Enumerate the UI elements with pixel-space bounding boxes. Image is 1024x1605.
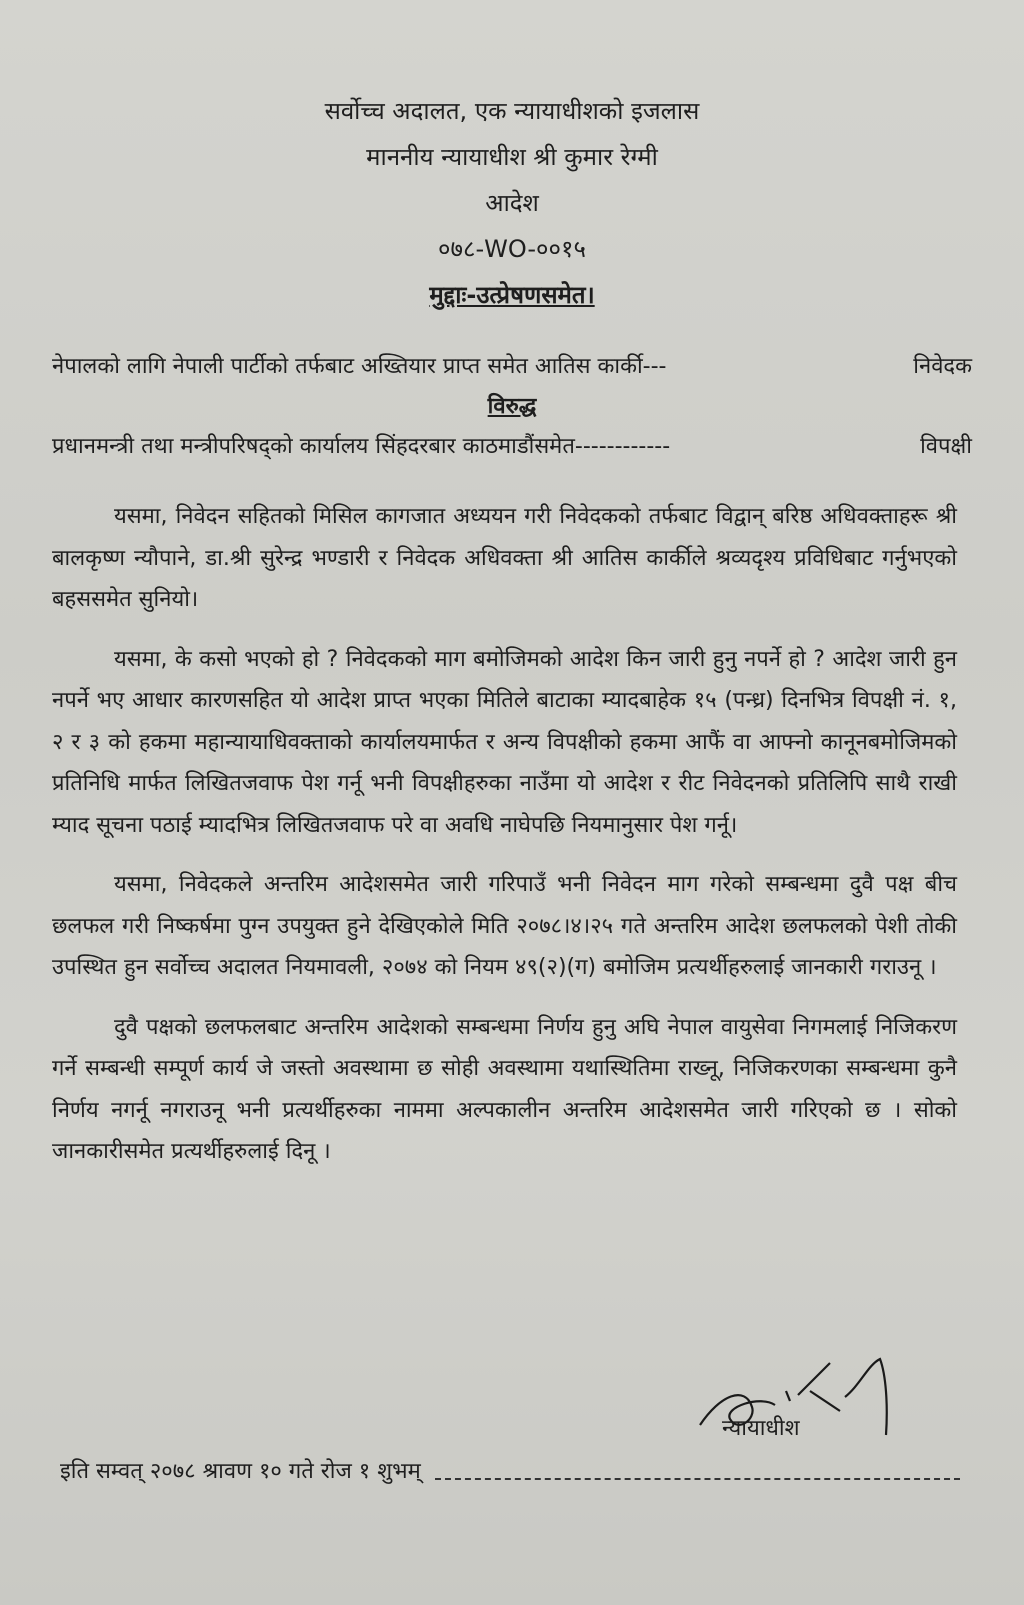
order-body — [52, 496, 957, 1191]
document-type: आदेश — [485, 189, 539, 217]
respondent-role: विपक्षी — [920, 434, 972, 459]
respondent-name: प्रधानमन्त्री तथा मन्त्रीपरिषद्को कार्यालय सिंहदरबार काठमाडौंसमेत------------ — [52, 434, 671, 459]
petitioner-row — [52, 348, 972, 386]
document-header — [0, 88, 1024, 318]
court-title: सर्वोच्च अदालत, एक न्यायाधीशको इजलास — [324, 97, 700, 125]
footer-dash-line — [435, 1452, 960, 1480]
petitioner-role: निवेदक — [913, 354, 972, 379]
paragraph-interim-hearing: यसमा, निवेदकले अन्तरिम आदेशसमेत जारी गरिपाउँ भनी निवेदन माग गरेको सम्बन्धमा दुवै पक्ष बीच छलफल गरी निष्कर्षमा पुग्न उपयुक्त हुने देखिएकोले मिति २०७८।४।२५ गते अन्तरिम आदेश छलफलको पेशी तोकी उपस्थित हुन सर्वोच्च अदालत नियमावली, २०७४ को नियम ४९(२)(ग) बमोजिम प्रत्यर्थीहरुलाई जानकारी गराउनू । — [52, 872, 957, 980]
versus-label: विरुद्ध — [487, 394, 537, 419]
respondent-row — [52, 428, 972, 466]
paragraph-show-cause: यसमा, के कसो भएको हो ? निवेदकको माग बमोजिमको आदेश किन जारी हुनु नपर्ने हो ? आदेश जारी हुन नपर्ने भए आधार कारणसहित यो आदेश प्राप्त भएका मितिले बाटाका म्यादबाहेक १५ (पन्ध्र) दिनभित्र विपक्षी नं. १, २ र ३ को हकमा महान्यायाधिवक्ताको कार्यालयमार्फत र अन्य विपक्षीको हकमा आफैं वा आफ्नो कानूनबमोजिमको प्रतिनिधि मार्फत लिखितजवाफ पेश गर्नू भनी विपक्षीहरुका नाउँमा यो आदेश र रीट निवेदनको प्रतिलिपि साथै राखी म्याद सूचना पठाई म्यादभित्र लिखितजवाफ परे वा अवधि नाघेपछि नियमानुसार पेश गर्नू। — [52, 646, 957, 838]
footer-date: इति सम्वत् २०७८ श्रावण १० गते रोज १ शुभम् — [60, 1459, 421, 1484]
case-subject: मुद्दाः-उत्प्रेषणसमेत। — [429, 281, 595, 309]
paragraph-interim-order: दुवै पक्षको छलफलबाट अन्तरिम आदेशको सम्बन्धमा निर्णय हुनु अघि नेपाल वायुसेवा निगमलाई निजिकरण गर्ने सम्बन्धी सम्पूर्ण कार्य जे जस्तो अवस्थामा छ सोही अवस्थामा यथास्थितिमा राख्नू, निजिकरणका सम्बन्धमा कुनै निर्णय नगर्नू नगराउनू भनी प्रत्यर्थीहरुका नाममा अल्पकालीन अन्तरिम आदेशसमेत जारी गरिएको छ । सोको जानकारीसमेत प्रत्यर्थीहरुलाई दिनू । — [52, 1014, 957, 1164]
case-number: ०७८-WO-००१५ — [438, 235, 586, 263]
judge-name: माननीय न्यायाधीश श्री कुमार रेग्मी — [366, 143, 658, 171]
case-parties — [52, 348, 972, 466]
petitioner-name: नेपालको लागि नेपाली पार्टीको तर्फबाट अख्तियार प्राप्त समेत आतिस कार्की--- — [52, 354, 667, 379]
document-footer — [60, 1452, 960, 1492]
signature-label: न्यायाधीश — [722, 1416, 800, 1441]
paragraph-hearing: यसमा, निवेदन सहितको मिसिल कागजात अध्ययन गरी निवेदकको तर्फबाट विद्वान् बरिष्ठ अधिवक्ताहरू श्री बालकृष्ण न्यौपाने, डा.श्री सुरेन्द्र भण्डारी र निवेदक अधिवक्ता श्री आतिस कार्कीले श्रव्यदृश्य प्रविधिबाट गर्नुभएको बहससमेत सुनियो। — [52, 504, 957, 612]
